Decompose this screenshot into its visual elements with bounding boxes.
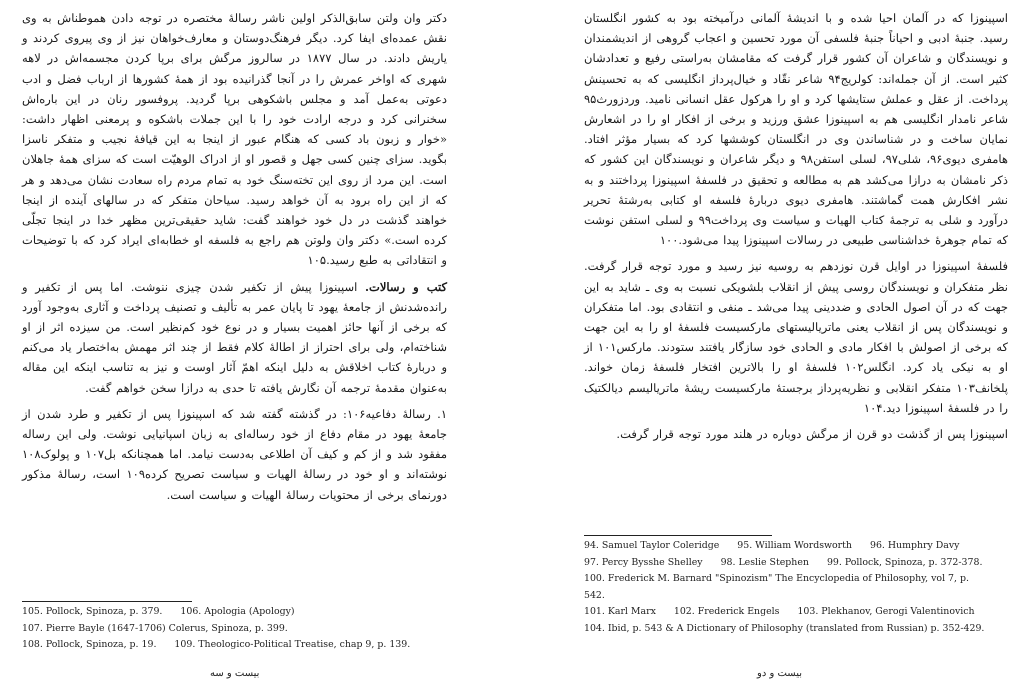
footnote: 542. (584, 589, 605, 601)
footnote-line (22, 621, 462, 638)
footnote-line (584, 571, 1014, 588)
footnote: 98. Leslie Stephen (720, 556, 809, 568)
footnote: 109. Theologico-Political Treatise, chap 9, p. 139. (174, 639, 411, 651)
section-paragraph: اسپینوزا پیش از تکفیر شدن چیزی ننوشت. اما پس از تکفیر و رانده‌شدنش از جامعهٔ یهود تا پایان عمر به تألیف و تصنیف پرداخت و آثاری به‌وجود آورد که برخی از آنها حائز اهمیت بسیار و در نوع خود کم‌نظیر است. من سیزده اثر از او شناخته‌ام، ولی برای احتراز از اطالهٔ کلام فقط از چند اثر مهمش به‌اختصار یاد می‌کنم و دربارهٔ کتاب اخلاقش به دلیل اینکه اهمّ آثار اوست و نیز به تناسب اینکه این مقاله به‌عنوان مقدمهٔ ترجمه آن نگارش یافته تا حدی به درازا سخن خواهم گفت. (22, 279, 447, 395)
section-heading: کتب و رسالات. (365, 279, 447, 294)
footnote: 96. Humphry Davy (869, 540, 960, 551)
left-paragraph-3: ۱. رسالهٔ دفاعیه۱۰۶: در گذشته گفته شد که اسپینوزا پس از تکفیر و طرد شدن از جامعهٔ یهود در مقام دفاع از خود رساله‌ای به زبان اسپانیایی نوشت. ولی این رساله مفقود شد و از کم و کیف آن اطلاعی به‌دست نیامد. اما همچنانکه بل۱۰۷ و پولوک۱۰۸ نوشته‌اند و او خود در رسالهٔ الهیات و سیاست تصریح کرده۱۰۹ است، رسالهٔ مذکور دورنمای برخی از محتویات رسالهٔ الهیات و سیاست است. (22, 406, 448, 502)
footnote: 101. Karl Marx (584, 606, 656, 618)
footnote-line (22, 604, 462, 621)
right-footnote-rule (584, 535, 772, 536)
left-footnote-rule (22, 601, 192, 602)
left-footnotes (22, 604, 462, 654)
left-paragraph-2 (22, 277, 447, 398)
footnote: 102. Frederick Engels (673, 606, 780, 618)
right-paragraph-1: اسپینوزا که در آلمان احیا شده و با اندیشهٔ آلمانی درآمیخته بود به کشور انگلستان رسید. جنبهٔ ادبی و احیاناً جنبهٔ فلسفی آن مورد تحسین و اعجاب گروهی از اندیشمندان و نویسندگان و شاعران آن کشور قرار گرفت که مقامشان به‌راستی رفیع و تعدادشان کثیر است. از آن جمله‌اند: کولریج۹۴ شاعر نقّاد و خیال‌پرداز انگلیسی که به تحسینش پرداخت. از عقل و عملش ستایشها کرد و او را هرکول عقل انسانی نامید. وردزورث۹۵ شاعر نامدار انگلیسی هم به اسپینوزا عشق ورزید و برخی از افکار او را در اشعارش نمایان ساخت و در شناساندن وی در انگلستان کوششها کرد که بسیار مؤثر افتاد. هامفری دیوی۹۶، شلی۹۷، لسلی استفن۹۸ و دیگر شاعران و نویسندگان این کشور که ذکر نامشان به درازا می‌کشد هم به مطالعه و تحقیق در فلسفهٔ اسپینوزا پرداختند و به نشر افکارش همت گماشتند. هامفری دیوی دربارهٔ فلسفه او کتابی به‌رشتهٔ تحریر درآورد و شلی به ترجمهٔ کتاب الهیات و سیاست وی پرداخت۹۹ و لسلی استفن نوشت که تمام جوهرهٔ خداشناسی طبیعی در رسالات اسپینوزا پیدا می‌شود.۱۰۰ (584, 11, 1008, 248)
left-body-text (22, 8, 447, 505)
footnote: 103. Plekhanov, Gerogi Valentinovich (797, 606, 975, 618)
footnote-line (584, 538, 1014, 555)
footnote: 95. William Wordsworth (737, 540, 852, 551)
footnote: 105. Pollock, Spinoza, p. 379. (22, 606, 163, 617)
footnote: 104. Ibid, p. 543 & A Dictionary of Philosophy (translated from Russian) p. 352-429. (584, 622, 985, 634)
right-footnotes (584, 538, 1014, 638)
footnote: 108. Pollock, Spinoza, p. 19. (22, 639, 157, 651)
footnote: 99. Pollock, Spinoza, p. 372-378. (826, 556, 983, 568)
footnote: 94. Samuel Taylor Coleridge (584, 540, 720, 551)
footnote-line (22, 637, 462, 654)
left-page-number: بیست و سه (210, 668, 260, 679)
right-page-number: بیست و دو (757, 668, 803, 679)
right-paragraph-2: فلسفهٔ اسپینوزا در اوایل قرن نوزدهم به روسیه نیز رسید و مورد توجه قرار گرفت. نظر متفکران و نویسندگان روسی پیش از انقلاب بلشویکی نسبت به وی ـ شاید به این جهت که در آن اصول الحادی و ضددینی پیدا می‌شد ـ منفی و انتقادی بود. اما متفکران و نویسندگان پس از انقلاب یعنی ماتریالیستهای مارکسیست فلسفهٔ او را به این جهت که برخی از اصولش با افکار مادی و الحادی خود سازگار یافتند ستودند. مارکس۱۰۱ از او به نیکی یاد کرد. انگلس۱۰۲ فلسفهٔ او را بالاترین افتخار فلسفهٔ زمان خواند. پلخانف۱۰۳ متفکر انقلابی و نظریه‌پرداز برجستهٔ مارکسیست ریشهٔ ماتریالیسم دیالکتیک را در فلسفهٔ اسپینوزا دید.۱۰۴ (584, 259, 1008, 415)
footnote: 100. Frederick M. Barnard "Spinozism" The Encyclopedia of Philosophy, vol 7, p. (584, 573, 969, 585)
footnote: 107. Pierre Bayle (1647-1706) Colerus, Spinoza, p. 399. (22, 622, 288, 634)
footnote: 97. Percy Bysshe Shelley (584, 556, 703, 568)
footnote-line (584, 604, 1014, 621)
right-paragraph-3: اسپینوزا پس از گذشت دو قرن از مرگش دوباره در هلند مورد توجه قرار گرفت. (616, 427, 1008, 442)
left-paragraph-1: دکتر وان ولتن سابق‌الذکر اولین ناشر رسالهٔ مختصره در توجه دادن هموطناش به وی نقش عمده‌ای ایفا کرد. دیگر فرهنگ‌دوستان و معارف‌خواهان نیز از وی پیروی کردند و یاریش دادند. در سال ۱۸۷۷ در سالروز مرگش برای برپا کردن مجسمه‌اش در لاهه شهری که اواخر عمرش را در آنجا گذرانیده بود از همهٔ کشورها از ارباب فضل و ادب دعوتی به‌عمل آمد و مجلس باشکوهی برپا گردید. پروفسور رنان در این باره‌اش سخنرانی کرد و درجه ارادت خود را با این جملات باشکوه و پرمعنی اظهار داشت: «خوار و زبون باد کسی که هنگام عبور از اینجا به این قیافهٔ نجیب و متفکر ناسزا بگوید. سزای چنین کسی جهل و قصور او از ادراک الوهیّت است که سزای همهٔ جاهلان است. این مرد از روی این تخته‌سنگ خود به تمام مردم راه سعادت نشان می‌دهد و هر که از این راه برود به آن خواهد رسید. سیاحان متفکر که در سالهای آینده از اینجا خواهند گذشت در دل خود خواهند گفت: شاید حقیقی‌ترین مظهر خدا در اینجا تجلّی کرده است.» دکتر وان ولوتن هم راجع به فلسفه او خطابه‌ای ایراد کرد که با توضیحات و انتقاداتی به طبع رسید.۱۰۵ (22, 11, 447, 268)
footnote-line (584, 621, 1014, 638)
footnote-line (584, 555, 1014, 572)
footnote-line (584, 588, 1014, 605)
footnote: 106. Apologia (Apology) (180, 606, 295, 617)
right-page (509, 0, 1018, 693)
right-body-text (584, 8, 1008, 444)
